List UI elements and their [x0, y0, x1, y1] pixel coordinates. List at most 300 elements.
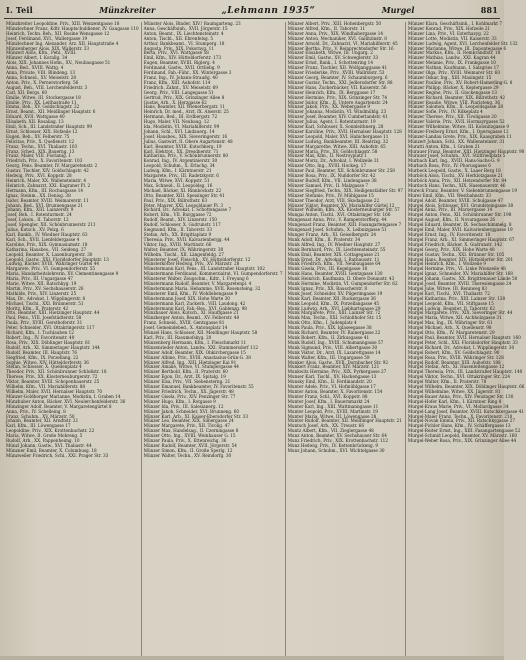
directory-entry: Margarete, Priv., VI. Gumpendorferstr. 55: [6, 266, 96, 272]
directory-entry: Münzer Rosalie, Witwe, VIII. Piaristeng. 36: [407, 99, 501, 105]
directory-entry: Michael, Tischl., XXI. Brünnerstr. 51: [6, 300, 84, 306]
directory-entry: Münstermann Rudolf, Beamter, V. Margaretenpl. 4: [143, 281, 252, 287]
directory-entry: Munk Robert, Kfm., II. Zirkusgasse 41: [287, 335, 370, 340]
directory-entry: Münzl Johann, Gastw., XVI. Thaliastr. 44: [6, 442, 92, 448]
directory-entry: Murgel Rudolf, Beamter, XIII. Auhofstr. 188: [407, 359, 501, 365]
directory-entry: Wilhelm, Kfm., VII. Mariahilferstr. 88: [6, 384, 86, 390]
directory-entry: Murbach Rosa, Priv., IV. Phorusgasse 6: [407, 163, 491, 169]
directory-entry: Münzer Walter, Techn., XV. Reindorfg. 30: [143, 452, 232, 458]
directory-entry: Siegfried, Kfm., IX. Porzellang. 22: [6, 354, 79, 360]
directory-entry: Murgel Emil, Maler, XVII. Kalvarienberggasse 19: [407, 227, 513, 233]
directory-entry: Münzlechner Franz, Kdtr. Hauptschuldiener, IV. Gaugasse 110: [6, 25, 139, 31]
directory-entry: Murgel Michael, Arb., X. Quellenstr. 98: [407, 325, 492, 331]
directory-entry: Munsky Emil, Kfm., II. Ferdinandstr. 20: [287, 379, 372, 385]
directory-entry: Münzer Georg, Beamter, IV. Schaumburgerg. 6: [287, 74, 388, 80]
directory-entry: Leopold, Beamter, X. Laxenburgerstr. 30: [6, 251, 93, 257]
directory-entry: Münzer Lina, Priv., VI. Esterhazyg. 22: [407, 30, 489, 36]
directory-entry: Münzer Konrad, Priv., XIX. Hofzeile 21: [407, 25, 491, 31]
directory-entry: Murgel-Kraus Marie, Priv., VI. Mollardgasse 34: [407, 403, 509, 409]
directory-entry: Münzenberger Alois, XIX. Wallerstr. 33: [6, 45, 89, 51]
directory-entry: Murgel Hans, Beamter, XIV. Hütteldorfer Str. 201: [407, 256, 514, 262]
directory-entry: Münzer Philipp, Bäcker, X. Keplergasse 29: [407, 84, 499, 90]
directory-entry: Murgel-Hofer Karl, Kfm., I. Kärntner Ring 8: [407, 398, 502, 404]
directory-entry: Murdoch Hans, Techn., XIX. Hasenauerstr. 46: [407, 182, 506, 188]
directory-entry: Munz Hedwig, Priv., IV. Kettenbrückeng. 9: [287, 442, 378, 448]
directory-entry: Julius, Kutsch., XV. Pelzg. 6: [6, 227, 64, 233]
directory-entry: Münzer Johanna, Modistin, VI. Windmühlg. 23: [287, 109, 387, 115]
directory-entry: Münzer Karl, Schlosser, X. Sonnleithnerg. 28: [287, 124, 384, 130]
directory-entry: Leopold, Gastw., XXI. Floridsdorfer Hauptstr. 13: [6, 256, 109, 262]
directory-entry: Münzer Hans, Zuckerbäcker, VII. Kaiserstr. 56: [287, 84, 387, 90]
directory-entry: Münzer Theodor, Arzt, VIII. Skodagasse 22: [287, 197, 380, 203]
directory-entry: Franz, Schneid., XVIII. Gentzgasse 81: [143, 320, 225, 326]
directory-entry: Munk Adolf, Kfm., II. Praterstr. 34: [287, 236, 361, 242]
directory-entry: Münzer Moriz, Dr., Advokat, I. Wollzeile 31: [287, 158, 380, 164]
page-bottom-edge: [0, 656, 504, 660]
directory-entry: Münzer Pauline, Priv., XV. Robert-Hamerling-G. 8: [407, 79, 513, 85]
directory-entry: Münzer Wilhelm, Kfm., XX. Klosterneuburger Str. 57: [287, 207, 400, 213]
directory-entry: Murgel Richard, Dr., Advokat, I. Wipplingerstr. 30: [407, 344, 515, 350]
directory-entry: Münzer Richard, Beamter, XIX. Billrothstr. 42: [407, 94, 506, 100]
directory-entry: Gustav, Arb., X. Herzgasse 62: [143, 99, 207, 105]
directory-entry: Munk Otto, Kfm., I. Judenplatz 4: [287, 320, 357, 326]
directory-entry: Münzer Albert, I. Korallg. 34: [6, 55, 68, 61]
directory-entry: Münzer Ludwig, Agent, XVI. Lerchenfelder Str. 132: [407, 40, 518, 46]
directory-entry: Münzer Josef, Beamter, XIV. Cumberlandstr. 41: [287, 114, 388, 120]
directory-entry: Munk Hans, Beamter, XVIII. Gentzgasse 130: [287, 271, 383, 277]
directory-entry: Münzer Mathias, Landw., XXI. Kagran 44: [407, 55, 496, 61]
directory-entry: Josef, Hausbes., XIX. Sieveringerstr. 16: [143, 133, 228, 139]
directory-entry: Münzer Anton, Mechaniker, XVI. Gallitzinstr. 8: [287, 35, 387, 41]
directory-entry: Ludwig, Bäcker, XVIII. Währinger Gürtel 44: [6, 261, 100, 267]
directory-entry: Maria, Witwe, XVI. Koppstr. 51: [143, 178, 210, 183]
directory-entry: Münzhuber Anton, Bäcker, XVI. Neulerchenfelderstr. 36: [6, 398, 126, 404]
directory-entry: Paul, Pens., VIII. Josefstädterstr. 58: [6, 315, 82, 321]
directory-entry: Murgel-Weber Rosa, Priv., XIX. Grinzinger Allee 44: [407, 438, 517, 444]
directory-entry: Otto, Beamter, XIII. Hietzinger Hauptstr. 44: [6, 310, 100, 316]
directory-entry: Murgel Otto, Kfm., IV. Margaretenstr. 29: [407, 330, 495, 336]
directory-entry: Münzer Therese, Priv., XII. Tivoligasse 20: [407, 114, 497, 120]
directory-entry: Hermann, Kfm., III. Rochusgasse 14: [6, 187, 84, 193]
directory-entry: Munk Sigmund, Priv., VIII. Albertgasse 30: [287, 344, 378, 350]
directory-entry: Munz Anton, Beamter, XV. Sechshauser Str. 64: [287, 433, 387, 439]
directory-entry: Josef, Ferdinand, XVI., Wallergasse 19: [6, 35, 88, 41]
directory-entry: Münzer Leopold, Maler, XVI. Habichergasse 11: [287, 133, 389, 139]
directory-entry: Münzer Karl, Arb., XI. Kaiser-Ebersdorfer Str. 33: [143, 413, 249, 419]
directory-entry: Münzer Wilhelmine, Witwe, III. Kolonitzgasse 9: [407, 124, 510, 130]
directory-entry: Wilhelm, Maler, XVII. Hernalser Hauptstr. 70: [6, 388, 103, 394]
directory-entry: Münstermann Karl, Pens., III. Landstraßer Hauptstr. 102: [143, 266, 265, 272]
directory-entry: Murgel Rosa, Priv., XVIII. Währinger Str. 128: [407, 354, 504, 360]
directory-entry: Otto, Beamter, XIII. Speisinger Str. 41: [143, 192, 225, 198]
directory-entry: Emilie, Priv., XX. Leithastraße 11: [6, 99, 77, 105]
directory-entry: Munz Johann, Schuhm., XVI. Wichtelgasse 30: [287, 447, 385, 453]
directory-entry: Münstermann Josef, XIX. Hohe Warte 30: [143, 295, 230, 301]
directory-entry: Münzkreiter Leopoldine, Priv., XIII. Wenzentgasse 18: [6, 21, 120, 26]
directory-entry: Münzer Alfred, Kfm., II. Taborstr. 11: [287, 25, 366, 31]
directory-entry: Isidor, Beamter, XVIII. Weimarerstr. 11: [6, 197, 89, 203]
directory-entry: Münzer Jakob, Priv., XX. Webergasse 9: [287, 104, 371, 110]
directory-entry: Münzer Margarethe, Witwe, XIII. Auhofstr. 65: [287, 143, 386, 149]
directory-entry: Münzenberg Hermann, Kfm., I. Fleischmarkt 11: [143, 339, 247, 345]
directory-entry: Münzer Leo, Beamter, XIX. Silbergasse 24: [143, 418, 234, 424]
directory-entry: Anna, Geschäftsinh., XVII. Jörgerstr. 15: [143, 25, 228, 31]
directory-entry: Muntz Albert, Kfm., VII. Zieglergasse 48: [287, 428, 374, 434]
directory-entry: Münzer Isidor, Kfm., II. Untere Augartenstr. 24: [287, 99, 388, 105]
directory-entry: Johann, Kfm., XIII. Lainzerstr. 9: [6, 207, 74, 213]
directory-entry: Münstermann Maria, Hebamme, XVII. Rosensteing. 32: [143, 285, 261, 291]
directory-entry: Murgel Stefan, Arb., XI. Hasenleitengasse 12: [407, 364, 505, 370]
directory-entry: Münzer Samuel, Priv., II. Malzgasse 7: [287, 182, 369, 188]
directory-entry: Anton, Priv., X. Pernerstorferg. 56: [6, 79, 79, 85]
directory-entry: Münzer Hermine, Priv., XIX. Grinzinger Str. 74: [287, 94, 388, 100]
directory-entry: Münzel Hans, Schlosser, XII. Meidlinger Hauptstr. 58: [143, 330, 258, 336]
directory-entry: Rudolf, Arb., XI. Simmeringer Hauptstr. 144: [6, 344, 100, 350]
directory-entry: Münzert Johann, Schl., XX. Wallensteinstr. 31: [407, 138, 505, 144]
directory-entry: Michael, Bäcker, XI. Rinnböckstr. 22: [143, 187, 222, 193]
directory-entry: Münzer Maria, Priv., XV. Goldschlagstr. 58: [287, 148, 378, 154]
directory-entry: Murgel Eduard, Beamter, IX. Sechsschimmelg. 8: [407, 222, 512, 228]
directory-entry: Munter Adele, Priv., VI. Hofmühlgasse 17: [287, 384, 376, 390]
directory-entry: Murgel Theresia, Priv., III. Landstraßer Hauptstr. 140: [407, 369, 523, 375]
directory-entry: Ernst, Beamt., XII. Meidlinger Hauptstr. 6: [6, 109, 96, 115]
directory-entry: Karl, Priv., III. Rasumofskyg. 20: [143, 335, 212, 340]
directory-entry: Johann, Bed., XVI. Brunnengasse 21: [6, 202, 83, 208]
directory-entry: Moritz, Kfm., II. Praterstr. 42: [6, 305, 69, 311]
directory-entry: Leopoldine, Priv., XIX. Krottenbachstr. 22: [6, 428, 95, 434]
directory-entry: Munk Hermine, Modistin, VI. Gumpendorfer Str. 62: [287, 281, 398, 287]
directory-entry: Munk Emil, Beamter, XIX. Cottagegasse 21: [287, 251, 380, 257]
directory-entry: Berta, Priv., XVI. Wattgasse 58: [143, 50, 209, 56]
directory-entry: Johann, Schl., XVI. Lindauerg. 14: [143, 128, 215, 134]
directory-entry: Murgel Anton, Pens., XII. Schönbrunner Str. 198: [407, 212, 512, 218]
directory-entry: Arthur, Bankbeamt., VI. Stumperg. 18: [143, 40, 225, 46]
directory-entry: Rudolf, Beamt., XIV. Linzerstr. 150: [143, 217, 217, 223]
directory-entry: Ernst, Schlosser, XIX. Hofzeile 12: [6, 128, 78, 134]
directory-entry: Friedrich, Priv., X. Favoritenstr. 103: [6, 158, 83, 164]
directory-entry: Richard, Dr., Advokat, I. Schottengasse 7: [143, 207, 232, 213]
directory-entry: Karl, Elektrot., XX. Dresdnerstr. 71: [143, 148, 219, 154]
page-number: 881: [480, 5, 498, 15]
directory-entry: Munk Heinrich, Kaufmann, II. Obere Donaustr. 43: [287, 276, 395, 282]
directory-entry: Münzer-Freiberg Ernst, Kfm., I. Operngasse 12: [407, 128, 509, 134]
directory-entry: Munter Maria, Witwe, III. Löwengasse 28: [287, 413, 377, 419]
directory-entry: Münzer Otto, Ing., XVIII. Weinhauser G. 15: [143, 433, 236, 439]
directory-entry: Julius, Gastwirt, II. Obere Augartenstr. 48: [143, 138, 233, 144]
directory-entry: Viktor, Beamter, XVIII. Schopenhauerstr. 25: [6, 379, 100, 385]
directory-entry: Münzbauer Alois, Kutsch., XI. Hauffgasse 21: [143, 310, 239, 316]
directory-entry: Ludwig, Kfm., I. Kärntnerstr. 21: [143, 168, 212, 174]
directory-entry: Murgel-Maier Franz, Techn., X. Favoritenstr. 210: [407, 413, 513, 419]
directory-entry: Munk Max, Techn., XXI. Schloßhofer Str. 15: [287, 315, 382, 321]
directory-entry: Muratti Anton, Kfm., I. Graben 21: [407, 143, 481, 149]
directory-entry: Karl, Sch., XVII. Lienfeldergasse 4: [6, 236, 80, 242]
directory-entry: Mureck Franz, Beamter, V. Siebenbrunnengasse 19: [407, 187, 517, 193]
directory-entry: Münzer Oskar, Ing., XIII. Maxingstr. 15: [407, 74, 492, 80]
directory-entry: Rudolf, Schlosser, X. Gudrunstr. 117: [143, 222, 221, 228]
directory-entry: Karoline, Priv., XIX. Gymnasiumstr. 18: [6, 241, 88, 247]
directory-entry: Paul, Priv., XIX. Billrothstr. 63: [143, 197, 208, 203]
directory-entry: Therese, Priv., XX. Klosterneuburgerstr. 72: [6, 374, 98, 380]
directory-entry: Anna, Bed., XVIII. Wattg. 4: [6, 65, 64, 71]
directory-entry: Leopold, Schuhm., X. Erlachg. 34: [143, 163, 215, 169]
directory-entry: Martin, Priv., XV. Sechshauserstr. 26: [6, 285, 84, 291]
directory-entry: Munter Leopold, Priv., XVIII. Martinstr. 19: [287, 408, 378, 414]
publication-title: „Lehmann 1935“: [221, 6, 316, 16]
directory-entry: Munk Karl, Beamter, XII. Ruckergasse 36: [287, 295, 376, 301]
directory-entry: Münzer Olga, Priv., XVIII. Weimarer Str. 60: [407, 70, 501, 76]
directory-entry: Münzer Elsa, Priv., VII. Siebensterng. 21: [143, 379, 231, 385]
directory-entry: Sophie, Witwe, XIV. Hütteldorferstr. 36: [6, 359, 89, 365]
directory-entry: Emma, Beh., XV. Goldschlagstr. 22: [6, 104, 80, 110]
directory-entry: Münzer Berthold, Kfm., II. Praterstr. 60: [143, 369, 228, 375]
directory-entry: Munter Josef, Kfm., I. Bauernmarkt 24: [287, 398, 370, 404]
directory-entry: Munser Karl, Tischl., XV. Hackengasse 13: [287, 374, 377, 380]
directory-entry: Münzer Emil, Gastw., XV. Schweglerstr. 33: [287, 55, 379, 61]
directory-entry: Munter Karl, Ing., XIII. Wattmanngasse 11: [287, 403, 379, 409]
directory-entry: Munkwitz Hermine, Priv., XIX. Pyrkergasse 27: [287, 369, 387, 375]
directory-entry: Max, Dr., Advokat, I. Wipplingerstr. 8: [6, 295, 86, 301]
directory-entry: Munk Leopold, Kfm., IX. Porzellangasse 45: [287, 300, 380, 306]
directory-entry: Münzer Lotte, Modistin, VII. Kaiserstr. 33: [407, 35, 497, 41]
directory-entry: Augusta, Priv., XIX. Pokornyg. 11: [143, 45, 215, 51]
directory-entry: Murgel Julie, Witwe, III. Rennweg 83: [407, 285, 487, 291]
directory-entry: Munk Viktor, Dr., Arzt, IX. Lazarettgasse 14: [287, 349, 381, 355]
directory-entry: Rosa, Priv., XIX. Döblinger Hauptstr. 81: [6, 339, 91, 345]
directory-entry: Münzer Max, Kfm., II. Nestroyplatz 1: [287, 153, 367, 159]
directory-entry: Münzberger Anton, Beamt., XV. Felberstr. 48: [143, 315, 240, 321]
directory-entry: Murgel Ernst, Ing., IV. Favoritenstr. 18: [407, 231, 491, 237]
directory-entry: Munger Franz, Arb., XI. Geiselbergstr. 24: [287, 231, 377, 237]
directory-entry: Münzer Adolf, Beamter, XIX. Obkirchergasse 15: [143, 349, 246, 355]
directory-entry: Karl, Kfm., III. Löwengasse 17: [6, 423, 71, 429]
directory-entry: Maria, Priv., III. Ungargasse 47: [6, 276, 73, 282]
directory-entry: Emil, Kfm., XIV. Hütteldorferstr. 173: [143, 55, 222, 61]
directory-entry: Paula, Priv., XVIII. Gersthoferstr. 31: [6, 320, 83, 326]
directory-entry: Münzer Paula, Priv., X. Ettenreichg. 36: [143, 438, 227, 444]
directory-entry: Münzinger Adolf, Beamter, V. Margaretengürtel 8: [6, 403, 112, 409]
directory-entry: Munkert Franz, Beamter, XIV. Märzstr. 121: [287, 364, 380, 370]
directory-entry: Münzer Marianne, Witwe, III. Dapontegasse 6: [407, 45, 507, 51]
directory-entry: Münzer Ludwig, Bankbeamter, III. Beatrixg. 32: [287, 138, 389, 144]
directory-entry: Munk Richard, Beamter, IV. Rainergasse 22: [287, 330, 381, 336]
directory-entry: Heinrich, Zahnarzt, XXI. Kagraner Pl. 2: [6, 182, 91, 188]
directory-entry: Hans, Beamter, XII. Wienerbergstr. 11: [143, 104, 226, 110]
directory-entry: Murgel-Novak Emma, Priv., XII. Ratschkygasse 27: [407, 418, 515, 424]
directory-entry: Max, Schneid., II. Leopoldsg. 16: [143, 182, 213, 188]
directory-entry: Münzer Albert, Priv., XIII. Hohenbergstr. 50: [287, 21, 382, 26]
directory-entry: Murgel Max, Ing., IX. Währinger Str. 61: [407, 320, 493, 326]
column-2: [142, 22, 286, 656]
directory-entry: Franz, Techn., XVI. Thaliastr. 103: [6, 143, 78, 149]
directory-entry: Münzer Klara, Geschäftsinh., I. Kohlmarkt 7: [407, 21, 502, 26]
directory-entry: Katharina, Priv., V. Schönbrunnerstr. 80: [143, 153, 229, 159]
directory-entry: Mungenast Anna, Priv., V. Ramperstorfferg. 44: [287, 217, 387, 223]
directory-entry: Munk Rudolf, Ing., XVIII. Schumanngasse 57: [287, 339, 384, 345]
directory-entry: Mungenast Josef, Schuhm., X. Leibnizgasse 51: [287, 227, 387, 233]
directory-entry: Franz, Maler, VIII. Florianig. 1: [6, 153, 72, 159]
directory-entry: Josef, Spengler, XII. Schönbrunnerstr. 211: [6, 222, 96, 228]
directory-entry: Marie, Witwe, XII. Ratschkyg. 19: [6, 281, 77, 287]
directory-entry: Münzer-Landau Grete, Priv., XIX. Kaasgraben 11: [407, 133, 512, 139]
directory-entry: Münsterkötter Hedwig, Priv., XV. Märzstr. 28: [143, 261, 240, 267]
directory-entry: Münzer Sofie, Priv., IV. Rilkeplatz 4: [407, 109, 483, 115]
directory-entry: Hedwig, Priv., XVI. Koppstr. 28: [6, 173, 72, 179]
entry-columns: [4, 21, 525, 656]
directory-entry: Münzer Elisabeth, Witwe, III. Ungarg. 2: [287, 50, 373, 56]
directory-entry: Münzner Emil, Beamter, X. Columbusg. 18: [6, 447, 97, 453]
directory-entry: Murgel Katharina, Priv., XIII. Lainzer Str. 138: [407, 295, 506, 301]
directory-entry: Münzer Gustav, Techn., XXI. Jedlersdorfer Str. 88: [287, 79, 393, 85]
directory-entry: Eduard, XVII. Wattgasse 40: [6, 114, 65, 120]
directory-entry: Georg, Pens. Beamter, IV. Margaretenstr. 2: [6, 163, 98, 169]
directory-entry: Maria, Witwe, II. Große Mohreng. 5: [6, 433, 83, 439]
directory-entry: Munter Rudolf, Beamter, XII. Meidlinger Hauptstr. 21: [287, 418, 402, 424]
directory-entry: Murgel Walter, Kfm., II. Praterstr. 78: [407, 379, 487, 385]
directory-entry: Münzer Margarete, Priv., XII. Tivolig. 47: [143, 423, 230, 429]
directory-entry: Anna, Schneid., XV. Meiselstr. 28: [6, 74, 77, 80]
directory-entry: Munz Friedrich, Priv., XIX. Krottenbachstr. 112: [287, 438, 388, 444]
directory-entry: Münzer Valerie, Priv., XVII. Hormayrgasse 52: [407, 119, 505, 125]
directory-entry: Peter, Schneider, XVI. Ottakringerstr. 117: [6, 325, 95, 331]
directory-entry: Munter Anton, Beamter, X. Favoritenstr. 154: [287, 388, 383, 394]
directory-entry: Richard, Kfm., I. Tuchlauben 12: [6, 330, 74, 336]
directory-entry: Stefan, Arb., XX. Brigittaplatz 9: [143, 231, 212, 237]
directory-entry: Münzert Alois, Kfm., Pehl., XVIII.: [6, 50, 77, 56]
directory-entry: Murauer Franz, Beamter, XIII. Hietzinger Hauptstr. 90: [407, 148, 525, 154]
directory-entry: Münzer Alfred, Ing., XIII. Hietzinger Kai 91: [143, 359, 237, 365]
directory-entry: Münzer-Goldberger Marianne, Modistin, I. Graben 14: [6, 393, 121, 399]
directory-entry: Munk Walter, Kfm., III. Ungargasse 59: [287, 354, 370, 360]
directory-entry: Murgel-Bauer Anna, Priv., XIV. Penzinger Str. 130: [407, 393, 514, 399]
directory-entry: Konrad, Ing., IV. Argentinierstr. 30: [143, 158, 218, 164]
directory-entry: Münzer Otto, Ing., XVIII. Hockeg. 17: [287, 163, 367, 169]
directory-entry: Josef, Lokom., II. Taborstr. 12: [6, 217, 69, 223]
directory-entry: Katharina, Hausbes., VII. Seideng. 27: [6, 246, 87, 252]
directory-entry: Murgel August, Kfm., II. Novaragasse 26: [407, 217, 496, 223]
directory-entry: Münzer Stefanie, Priv., IV. Mühlgasse 15: [287, 192, 374, 198]
directory-entry: Anton, Beamt., IX. Liechtensteinstr. 4: [143, 30, 224, 36]
directory-entry: Johann, Beamter, XII. Arndtstr. 21: [6, 418, 79, 424]
directory-entry: Stefan, Schlosser, X. Quellenplatz 4: [6, 364, 82, 370]
directory-entry: Josef, Gemeindebed., X. Antonsplatz 14: [143, 325, 228, 331]
directory-entry: Murgel Karl, Tischl., XVI. Thaliastr. 72: [407, 290, 490, 296]
directory-entry: Münstermann Karl, Zuckerb., VIII. Laudong. 42: [143, 300, 246, 306]
directory-entry: Münzer Regine, Priv., II. Glockengasse 13: [407, 89, 497, 95]
directory-entry: Karl, Beamter, XVIII. Kutschkerg. 19: [143, 143, 222, 149]
directory-entry: Murbeck Leopold, Gastw., X. Laaer Berg 18: [407, 168, 501, 174]
directory-entry: Murgel Peter, Schl., XXI. Floridsdorfer Hauptstr. 33: [407, 339, 518, 345]
directory-entry: Münstermann Karl, Fab.-Bes., XVI. Gablenzg. 98: [143, 305, 247, 311]
directory-entry: Munk Friedrich, Kfm., VII. Neubaugasse 64: [287, 261, 381, 267]
directory-entry: Münzer Franz, Tischler, XII. Wolfganggasse 41: [287, 65, 388, 71]
directory-entry: Münzer Friederike, Priv., XVIII. Wallrißstr. 53: [287, 70, 385, 76]
directory-entry: Murgel Wilhelm, Beamter, XIX. Döblinger Hauptstr. 66: [407, 384, 525, 390]
directory-entry: Hermann, Bed., III. Erdbergstr. 72: [143, 114, 218, 120]
directory-entry: Muntsch Josef, Arb., XX. Treustr. 66: [287, 423, 365, 429]
directory-entry: Münzer Egon, Dr., Arzt, IX. Spitalg. 19: [143, 374, 226, 380]
directory-entry: Ida, Modistin, VI. Mariahilferstr. 99: [143, 124, 220, 130]
directory-entry: Murgel Leopold, Kfm., VII. Stiftgasse 15: [407, 300, 494, 306]
directory-entry: Münzer Ernst, Bank., I. Schottenring 14: [287, 60, 373, 66]
directory-entry: Münzlechner Ing. Alexander, Arz. XII, Hauptstraße 4: [6, 40, 119, 46]
directory-entry: Münzenrieder Anton, Landw., XXI. Stammersdorf 112: [143, 344, 259, 350]
directory-entry: Georg, Priv., VIII. Langegasse 51: [143, 89, 214, 95]
directory-entry: Emil, Sch., III. Landstraßer Hauptstr. 99: [6, 124, 93, 130]
directory-entry: Wilhelm, Tischl., XII. Längenfeldg. 27: [143, 251, 224, 257]
directory-entry: Münzer Ida, Priv., III. Salesianerg. 12: [143, 403, 224, 409]
directory-entry: Theodor, Priv., XII. Schönbrunner Schloßstr. 18: [6, 369, 107, 375]
directory-entry: Münzer Karoline, Priv., XVII. Hernalser Hauptstr. 128: [287, 128, 402, 134]
directory-entry: Munk Josef, Schneider, XV. Pilgerimgasse 19: [287, 290, 383, 296]
directory-entry: Walter, Beamter, IX. Währingerstr. 38: [143, 246, 224, 252]
directory-entry: Munk Bernhard, Priv., IX. Liechtensteinstr. 55: [287, 246, 386, 252]
directory-entry: Anna, Private, VIII. Blindeng. 13: [6, 70, 76, 76]
directory-entry: Münzer Paul, Beamter, XII. Schönbrunner Str. 258: [287, 168, 395, 174]
directory-entry: Murgel-Lang Josef, Beamter, XVIII. Kutschkergasse 41: [407, 408, 524, 414]
directory-entry: Rudolf, Arb., XX. Pappenheimg. 10: [6, 438, 80, 444]
directory-entry: Eugen, Beamter, XVIII. Riglerg. 4: [143, 60, 215, 66]
directory-entry: Murauer Josef, Schuhm., XVI. Stillfriedplatz 5: [407, 153, 506, 159]
directory-entry: Münzweiler Friedrich, Schl., XXI. Prager Str. 33: [6, 452, 109, 458]
directory-entry: Munk Gisela, Priv., III. Kegelgasse 18: [287, 266, 368, 272]
directory-entry: Hugo, Maler, VII. Neubaug. 12: [143, 119, 210, 125]
last-name-keyword: Murgel: [381, 5, 415, 15]
directory-entry: Munk Ludwig, Arb., XVI. Liebhartsgasse 29: [287, 305, 381, 311]
directory-entry: Murgel-Reiter Ernst, Ing., XIII. Fasangartengasse 52: [407, 428, 521, 434]
directory-entry: Murgel Johann, Gastw., XX. Brigittenauer Lände 50: [407, 276, 518, 282]
column-4: [406, 22, 526, 656]
section-label: I. Teil: [6, 5, 33, 15]
directory-entry: Murböck Alois, Tischl., XV. Herklotzgasse 21: [407, 173, 503, 179]
directory-entry: Franz, Sched., XIX. Bauerng. 13: [6, 148, 75, 154]
directory-entry: Mathilde, Priv., XIV. Linzerstr. 25: [6, 290, 77, 296]
column-3: [286, 22, 406, 656]
directory-entry: Robert, Kfm., VII. Burggasse 72: [143, 212, 212, 218]
directory-entry: Münzer Max, Handelsag., II. Czerningasse 8: [143, 428, 239, 434]
directory-entry: Münzer Jakob, Schneider, XVI. Brunneng. 60: [143, 408, 240, 414]
directory-entry: Münzer Rudolf, Kfm., VII. Lindengasse 38: [287, 178, 377, 183]
directory-entry: Murer Emil, Kfm., VII. Westbahnstr. 33: [407, 192, 491, 198]
directory-entry: Murgel Margarete, Priv., XIX. Sieveringer Str. 44: [407, 310, 513, 316]
directory-entry: Heinrich, Maler, XX. Wallensteinstr. 4: [6, 178, 86, 183]
directory-entry: Munk Paula, Priv., XIX. Iglaseegasse 38: [287, 325, 372, 331]
directory-entry: Münzer Julius, Agent, I. Rotenturmstr. 19: [287, 119, 376, 125]
directory-entry: Münsterer Walter, Zeugschm., Kdtr., I. Freyung 6: [143, 276, 249, 282]
directory-entry: Alois, XIX. Johannes Hofm., XV., Neubaugasse 51: [6, 60, 111, 66]
directory-entry: Murgel Robert, Kfm., XV. Goldschlagstr. 90: [407, 349, 500, 355]
directory-entry: Murgel Ignaz, Schneider, XV. Mariahilfer Str. 168: [407, 271, 513, 277]
directory-entry: Munter Franz, Schl., XVI. Koppstr. 88: [287, 393, 368, 399]
directory-entry: Franz, Ing., IV. Johann-Straußg. 40: [143, 74, 218, 80]
directory-entry: Rudolf, Beamter, III. Hauptstr. 76: [6, 349, 78, 355]
directory-entry: Murgel Heinrich, Kfm., I. Wollzeile 9: [407, 261, 486, 267]
directory-entry: Münzer Markus, Kfm., II. Rembrandtstr. 18: [407, 50, 501, 56]
directory-entry: Eugen, Beh., XV. Felberstr. 75: [6, 133, 70, 139]
directory-entry: Münzer Salomon, Kfm., II. Leopoldsgasse 28: [407, 104, 504, 110]
directory-entry: Murgel Wilhelmine, Witwe, XX. Jägerstr. 81: [407, 388, 501, 394]
directory-entry: Murgel Adolf, Beamter, XVIII. Schulgasse 47: [407, 197, 503, 203]
directory-entry: Theresia, Priv., XVII. Kalvarienbergg. 44: [143, 236, 230, 242]
directory-entry: Münzer Albine, Priv., XVIII. Anastasius-Grün-G. 38: [143, 354, 251, 360]
directory-entry: Münsterer Emil, Kfm., IV. Wohllebengasse 9: [143, 290, 238, 296]
directory-entry: Münzer Simon, Kfm., II. Große Sperlg. 12: [143, 447, 233, 453]
directory-entry: Murgel-Schmid Leopold, Beamter, XV. Märzstr. 160: [407, 433, 518, 439]
directory-entry: Murgel Paul, Beamter, XVII. Hernalser Hauptstr. 160: [407, 335, 521, 340]
directory-entry: Münzer Rudolf, Beamter, XVII. Jörgerstr. 54: [143, 442, 237, 448]
directory-entry: Murgel Josef, Beamter, XVIII. Theresiengasse 24: [407, 281, 512, 287]
directory-entry: Murbach Karl, Ing., XVIII. Hans-Sachs-G. 9: [407, 158, 500, 164]
